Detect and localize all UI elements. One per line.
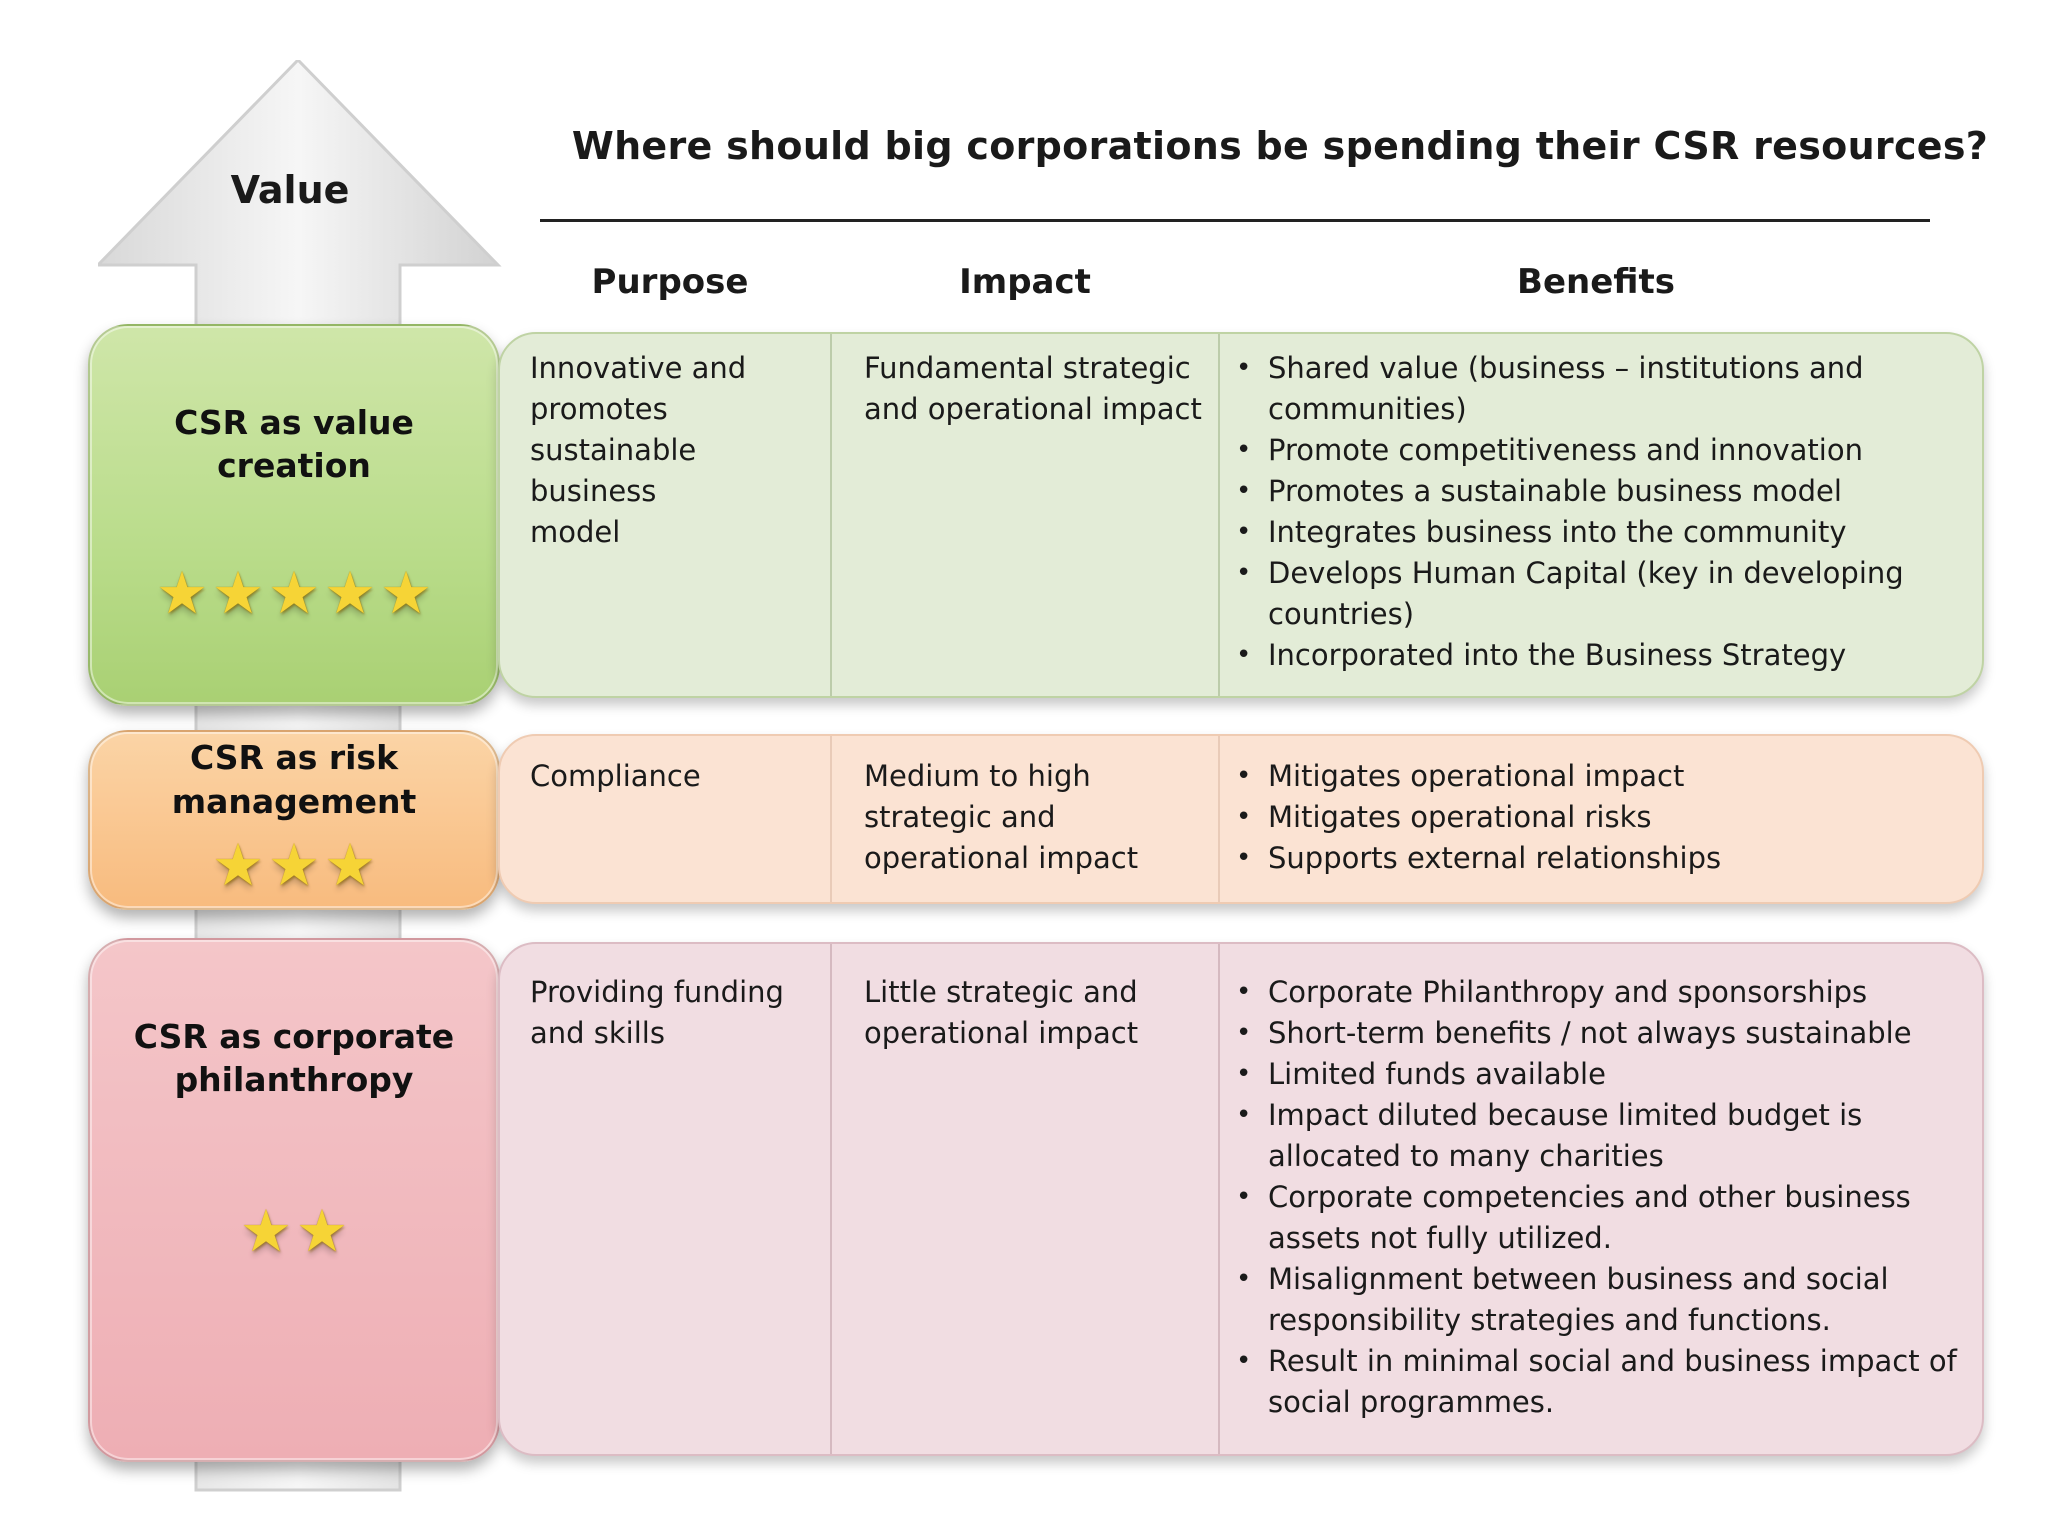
star-icon: ★: [240, 1197, 292, 1265]
level-box-risk-management: [88, 730, 500, 910]
page-title: Where should big corporations be spending their CSR resources?: [571, 124, 1989, 168]
benefit-line: • Promotes a sustainable business model: [1268, 474, 1842, 508]
benefits-cell: [1228, 756, 1968, 879]
column-header-benefits: Benefits: [1517, 262, 1675, 302]
benefit-line: • Result in minimal social and business impact of: [1268, 1344, 1957, 1378]
benefit-item: [1228, 1177, 1968, 1259]
impact-cell: [864, 348, 1214, 430]
impact-cell: [864, 756, 1214, 879]
benefit-item: [1228, 1013, 1968, 1054]
benefit-item: [1228, 348, 1968, 430]
benefit-line: • Incorporated into the Business Strategy: [1268, 638, 1847, 672]
star-icon: ★: [268, 559, 320, 627]
level-box-value-creation: [88, 324, 500, 706]
benefit-line: • Promote competitiveness and innovation: [1268, 433, 1863, 467]
benefit-line: • Develops Human Capital (key in developing: [1268, 556, 1904, 590]
benefit-line: • Corporate competencies and other business: [1268, 1180, 1911, 1214]
benefit-item: [1228, 1259, 1968, 1341]
row-corporate-philanthropy: [498, 942, 1984, 1456]
level-box-corporate-philanthropy: [88, 938, 500, 1462]
benefit-item: [1228, 838, 1968, 879]
star-icon: ★: [268, 831, 320, 899]
row-risk-management: [498, 734, 1984, 904]
level-title: CSR as value creation: [174, 403, 414, 485]
star-icon: ★: [324, 559, 376, 627]
cell-line: and skills: [530, 1016, 665, 1050]
benefit-item: [1228, 635, 1968, 676]
benefit-line: • Supports external relationships: [1268, 841, 1722, 875]
star-icon: ★: [296, 1197, 348, 1265]
arrow-label: Value: [230, 168, 350, 212]
purpose-cell: [530, 348, 830, 553]
benefit-item: [1228, 972, 1968, 1013]
cell-line: sustainable business: [530, 433, 697, 508]
benefit-item: [1228, 512, 1968, 553]
level-title: CSR as corporate philanthropy: [133, 1017, 455, 1099]
cell-line: promotes: [530, 392, 668, 426]
star-icon: ★: [212, 831, 264, 899]
benefits-cell: [1228, 348, 1968, 676]
star-icon: ★: [324, 831, 376, 899]
benefit-line: allocated to many charities: [1268, 1139, 1664, 1173]
star-icon: ★: [156, 559, 208, 627]
star-rating: [90, 1197, 498, 1265]
purpose-cell: [530, 756, 830, 797]
benefit-line: countries): [1268, 597, 1415, 631]
column-header-purpose: Purpose: [591, 262, 749, 302]
cell-line: Compliance: [530, 759, 701, 793]
benefit-item: [1228, 1341, 1968, 1423]
row-value-creation: [498, 332, 1984, 698]
cell-line: model: [530, 515, 621, 549]
cell-line: operational impact: [864, 1016, 1139, 1050]
cell-line: Medium to high: [864, 759, 1091, 793]
benefit-line: • Shared value (business – institutions and: [1268, 351, 1864, 385]
benefit-line: • Limited funds available: [1268, 1057, 1606, 1091]
benefit-line: social programmes.: [1268, 1385, 1555, 1419]
benefit-line: responsibility strategies and functions.: [1268, 1303, 1831, 1337]
cell-line: Innovative and: [530, 351, 747, 385]
benefit-line: • Corporate Philanthropy and sponsorships: [1268, 975, 1868, 1009]
benefit-line: • Mitigates operational risks: [1268, 800, 1652, 834]
benefit-item: [1228, 797, 1968, 838]
star-icon: ★: [380, 559, 432, 627]
benefit-item: [1228, 1054, 1968, 1095]
benefit-line: • Mitigates operational impact: [1268, 759, 1685, 793]
impact-cell: [864, 972, 1214, 1054]
benefit-item: [1228, 553, 1968, 635]
title-divider: [540, 219, 1930, 222]
benefit-item: [1228, 471, 1968, 512]
benefits-cell: [1228, 972, 1968, 1423]
star-icon: ★: [212, 559, 264, 627]
column-header-impact: Impact: [959, 262, 1091, 302]
purpose-cell: [530, 972, 830, 1054]
benefit-item: [1228, 430, 1968, 471]
benefit-line: • Short-term benefits / not always sustainable: [1268, 1016, 1912, 1050]
cell-line: operational impact: [864, 841, 1139, 875]
cell-line: strategic and: [864, 800, 1056, 834]
level-title: CSR as risk management: [171, 738, 417, 821]
cell-line: Providing funding: [530, 975, 784, 1009]
cell-line: Fundamental strategic: [864, 351, 1191, 385]
star-rating: [90, 831, 498, 899]
benefit-line: communities): [1268, 392, 1467, 426]
star-rating: [90, 559, 498, 627]
benefit-line: • Misalignment between business and social: [1268, 1262, 1889, 1296]
benefit-line: • Integrates business into the community: [1268, 515, 1847, 549]
benefit-item: [1228, 1095, 1968, 1177]
benefit-line: • Impact diluted because limited budget is: [1268, 1098, 1863, 1132]
benefit-item: [1228, 756, 1968, 797]
cell-line: Little strategic and: [864, 975, 1138, 1009]
benefit-line: assets not fully utilized.: [1268, 1221, 1612, 1255]
cell-line: and operational impact: [864, 392, 1202, 426]
